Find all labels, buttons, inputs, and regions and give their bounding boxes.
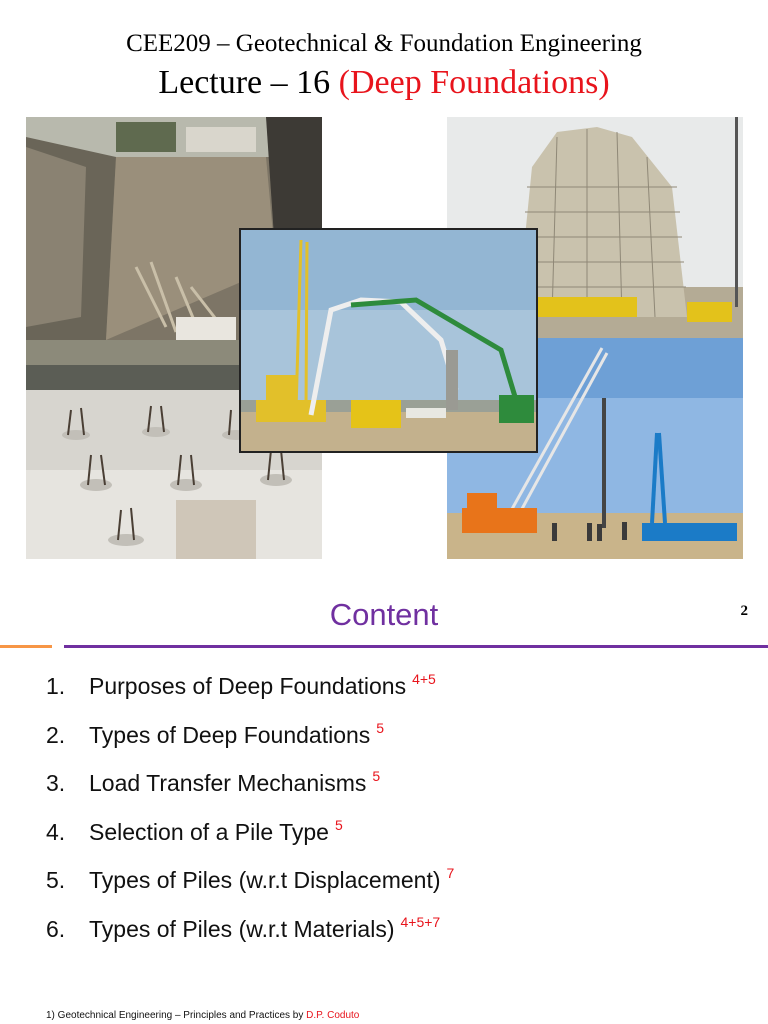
list-item-number: 2. — [46, 721, 66, 748]
course-title: CEE209 – Geotechnical & Foundation Engineering — [126, 30, 642, 57]
list-item-ref: 5 — [372, 768, 381, 784]
list-item — [46, 914, 454, 963]
footnote-author: D.P. Coduto — [306, 1010, 360, 1021]
lecture-topic: (Deep Foundations) — [338, 64, 610, 101]
list-item-text: Types of Deep Foundations — [89, 721, 371, 748]
lecture-title — [0, 64, 768, 102]
list-item-text: Selection of a Pile Type — [89, 818, 329, 845]
purple-rule — [64, 645, 768, 648]
list-item — [46, 720, 454, 769]
list-item — [46, 865, 454, 914]
list-item-ref: 4+5+7 — [400, 913, 441, 930]
content-title: Content — [329, 597, 439, 632]
lecture-number: Lecture – 16 — [158, 64, 331, 101]
footnote-text: 1) Geotechnical Engineering – Principles and Practices by — [46, 1010, 304, 1021]
list-item-number: 1. — [46, 673, 66, 699]
concrete-pump-crane-photo — [239, 228, 538, 453]
footnote — [46, 1010, 359, 1021]
list-item-number: 5. — [46, 867, 66, 893]
list-item-number: 3. — [46, 770, 66, 796]
list-item — [46, 817, 454, 866]
list-item-text: Types of Piles (w.r.t Materials) — [89, 915, 395, 942]
orange-rule — [0, 645, 52, 648]
list-item-ref: 5 — [376, 719, 385, 736]
list-item — [46, 671, 454, 720]
list-item-text: Purposes of Deep Foundations — [89, 673, 407, 699]
list-item — [46, 768, 454, 817]
list-item-ref: 4+5 — [412, 671, 436, 687]
list-item-ref: 7 — [446, 865, 455, 881]
list-item-text: Load Transfer Mechanisms — [89, 770, 367, 796]
list-item-ref: 5 — [334, 816, 343, 833]
content-slide — [0, 585, 768, 1024]
list-item-number: 4. — [46, 818, 66, 845]
list-item-number: 6. — [46, 915, 66, 942]
content-list — [46, 671, 454, 962]
list-item-text: Types of Piles (w.r.t Displacement) — [89, 867, 441, 893]
page-number: 2 — [740, 603, 748, 619]
